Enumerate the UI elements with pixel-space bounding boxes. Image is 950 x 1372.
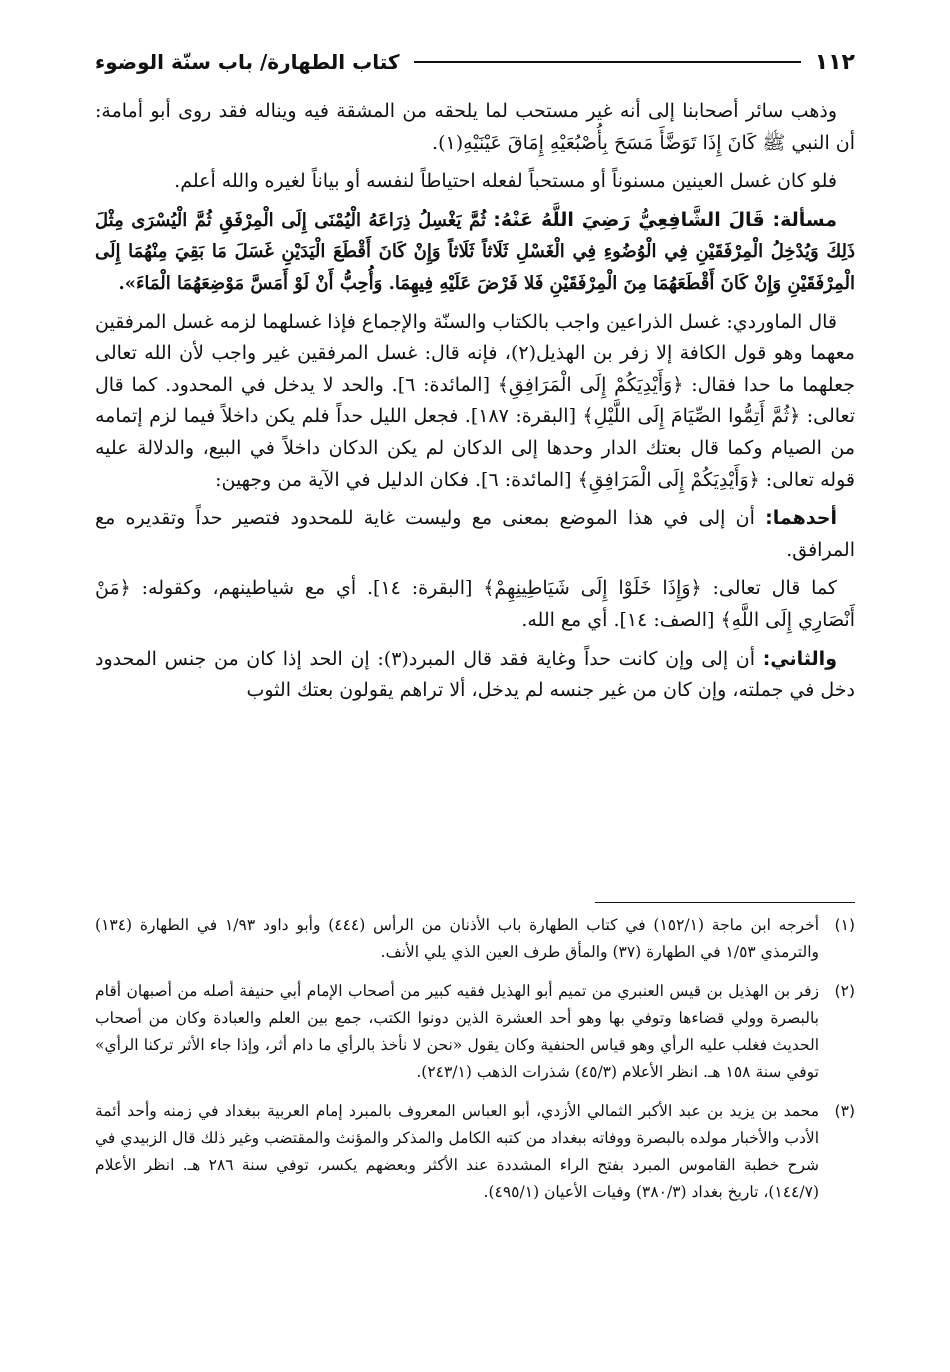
paragraph: كما قال تعالى: ﴿وَإِذَا خَلَوْا إِلَى شَيَاطِينِهِمْ﴾ [البقرة: ١٤]. أي مع شياطينهم، وكقوله: ﴿مَنْ أَنْصَارِي إِلَى اللَّهِ﴾ [الصف: ١٤]. أي مع الله. xyxy=(95,577,855,631)
masala-paragraph xyxy=(95,205,855,300)
footnote-text: أخرجه ابن ماجة (١٥٢/١) في كتاب الطهارة باب الأذنان من الرأس (٤٤٤) وأبو داود ١/٩٣ في الطهارة (١٣٤) والترمذي ١/٥٣ في الطهارة (٣٧) والمأق طرف العين الذي يلي الأنف. xyxy=(95,916,820,961)
first-argument: أحدهما: أن إلى في هذا الموضع بمعنى مع وليست غاية للمحدود فتصير حداً وتقديره مع المرافق. xyxy=(95,507,855,561)
page-number: ١١٢ xyxy=(814,49,855,75)
footnote xyxy=(95,978,855,1086)
book-page xyxy=(95,0,855,1372)
footnote xyxy=(95,912,855,966)
second-argument: والثاني: أن إلى وإن كانت حداً وغاية فقد قال المبرد(٣): إن الحد إذا كان من جنس المحدود دخل في جملته، وإن كان من غير جنسه لم يدخل، ألا تراهم يقولون بعتك الثوب xyxy=(95,647,855,702)
paragraph: قال الماوردي: غسل الذراعين واجب بالكتاب والسنّة والإجماع فإذا غسلهما لزمه غسل المرفقين معهما وهو قول الكافة إلا زفر بن الهذيل(٢)، فإنه قال: غسل المرفقين غير واجب لأن الله تعالى جعلهما ما حدا فقال: ﴿وَأَيْدِيَكُمْ إِلَى الْمَرَافِقِ﴾ [المائدة: ٦]. والحد لا يدخل في المحدود. كما قال تعالى: ﴿ثُمَّ أَتِمُّوا الصِّيَامَ إِلَى اللَّيْلِ﴾ [البقرة: ١٨٧]. فجعل الليل حداً فلم يكن داخلاً فيما لزم إتمامه من الصيام وكما قال بعتك الدار وحدها إلى الدكان لم يكن الدكان داخلاً في البيع، والدلالة عليه قوله تعالى: ﴿وَأَيْدِيَكُمْ إِلَى الْمَرَافِقِ﴾ [المائدة: ٦]. فكان الدليل في الآية من وجهين: xyxy=(95,310,855,491)
footnote xyxy=(95,1098,855,1206)
footnote-number: (١) xyxy=(834,916,855,934)
header-rule xyxy=(414,61,801,63)
argument-label: أحدهما: xyxy=(765,507,837,530)
paragraph: وذهب سائر أصحابنا إلى أنه غير مستحب لما يلحقه من المشقة فيه ويناله فقد روى أبو أمامة: أن النبي ﷺ كَانَ إِذَا تَوَضَّأَ مَسَحَ بِأُصْبُعَيْهِ إِمَاقَ عَيْنَيْهِ(١). xyxy=(95,100,855,154)
shafii-quote: ثُمَّ يَغْسِلُ ذِرَاعَهُ الْيُمْنَى إِلَى الْمِرْفَقِ ثُمَّ الْيُسْرَى مِثْلَ ذَلِكَ وَيُدْخِلُ الْمِرْفَقَيْنِ فِي الْوُضُوءِ فِي الْغَسْلِ ثَلَاثاً ثَلَاثاً وَإِنْ كَانَ أَقْطَعَ الْيَدَيْنِ غَسَلَ مَا بَقِيَ مِنْهُمَا إِلَى الْمِرْفَقَيْنِ وَإِنْ كَانَ أَقْطَعَهُمَا مِنَ الْمِرْفَقَيْنِ فَلا فَرْضَ عَلَيْهِ فِيهِمَا. وَأُحِبُّ أَنْ لَوْ أَمَسَّ مَوْضِعَهُمَا الْمَاءَ». xyxy=(95,209,855,294)
footnote-text: زفر بن الهذيل بن قيس العنبري من تميم أبو الهذيل فقيه كبير من أصحاب الإمام أبي حنيفة أصله من أصبهان أقام بالبصرة وولي قضاءها وتوفي بها وهو أحد العشرة الذين دونوا الكتب، جمع بين العلم والعبادة وكان من أصحاب الحديث فغلب عليه الرأي وهو قياس الحنفية وكان يقول «نحن لا نأخذ بالرأي ما دام أثر، وإذا جاء الأثر تركنا الرأي» توفي سنة ١٥٨ هـ. انظر الأعلام (٤٥/٣) شذرات الذهب (٢٤٣/١). xyxy=(95,982,819,1081)
footnote-number: (٢) xyxy=(834,982,855,1000)
footnote-text: محمد بن يزيد بن عبد الأكبر الثمالي الأزدي، أبو العباس المعروف بالمبرد إمام العربية ببغداد في زمنه وأحد أئمة الأدب والأخبار مولده بالبصرة ووفاته ببغداد من كتبه الكامل والمذكر والمؤنث والمقتضب وغير ذلك قال الزبيدي في شرح خطبة القاموس المبرد بفتح الراء المشددة عند الأكثر وبعضهم يكسر، توفي سنة ٢٨٦ هـ. انظر الأعلام (١٤٤/٧)، تاريخ بغداد (٣٨٠/٣) وفيات الأعيان (٤٩٥/١). xyxy=(95,1102,819,1201)
footnotes xyxy=(95,912,855,1218)
footnote-separator xyxy=(595,902,855,903)
running-title: كتاب الطهارة/ باب سنّة الوضوء xyxy=(95,50,400,74)
masala-label: مسألة: قَالَ الشَّافِعِيُّ رَضِيَ اللَّهُ عَنْهُ: xyxy=(493,208,837,231)
page-header xyxy=(95,40,855,84)
main-text xyxy=(95,96,855,714)
paragraph: فلو كان غسل العينين مسنوناً أو مستحباً لفعله احتياطاً لنفسه أو بياناً لغيره والله أعلم. xyxy=(174,170,837,193)
footnote-number: (٣) xyxy=(834,1102,855,1120)
argument-label: والثاني: xyxy=(762,647,838,670)
